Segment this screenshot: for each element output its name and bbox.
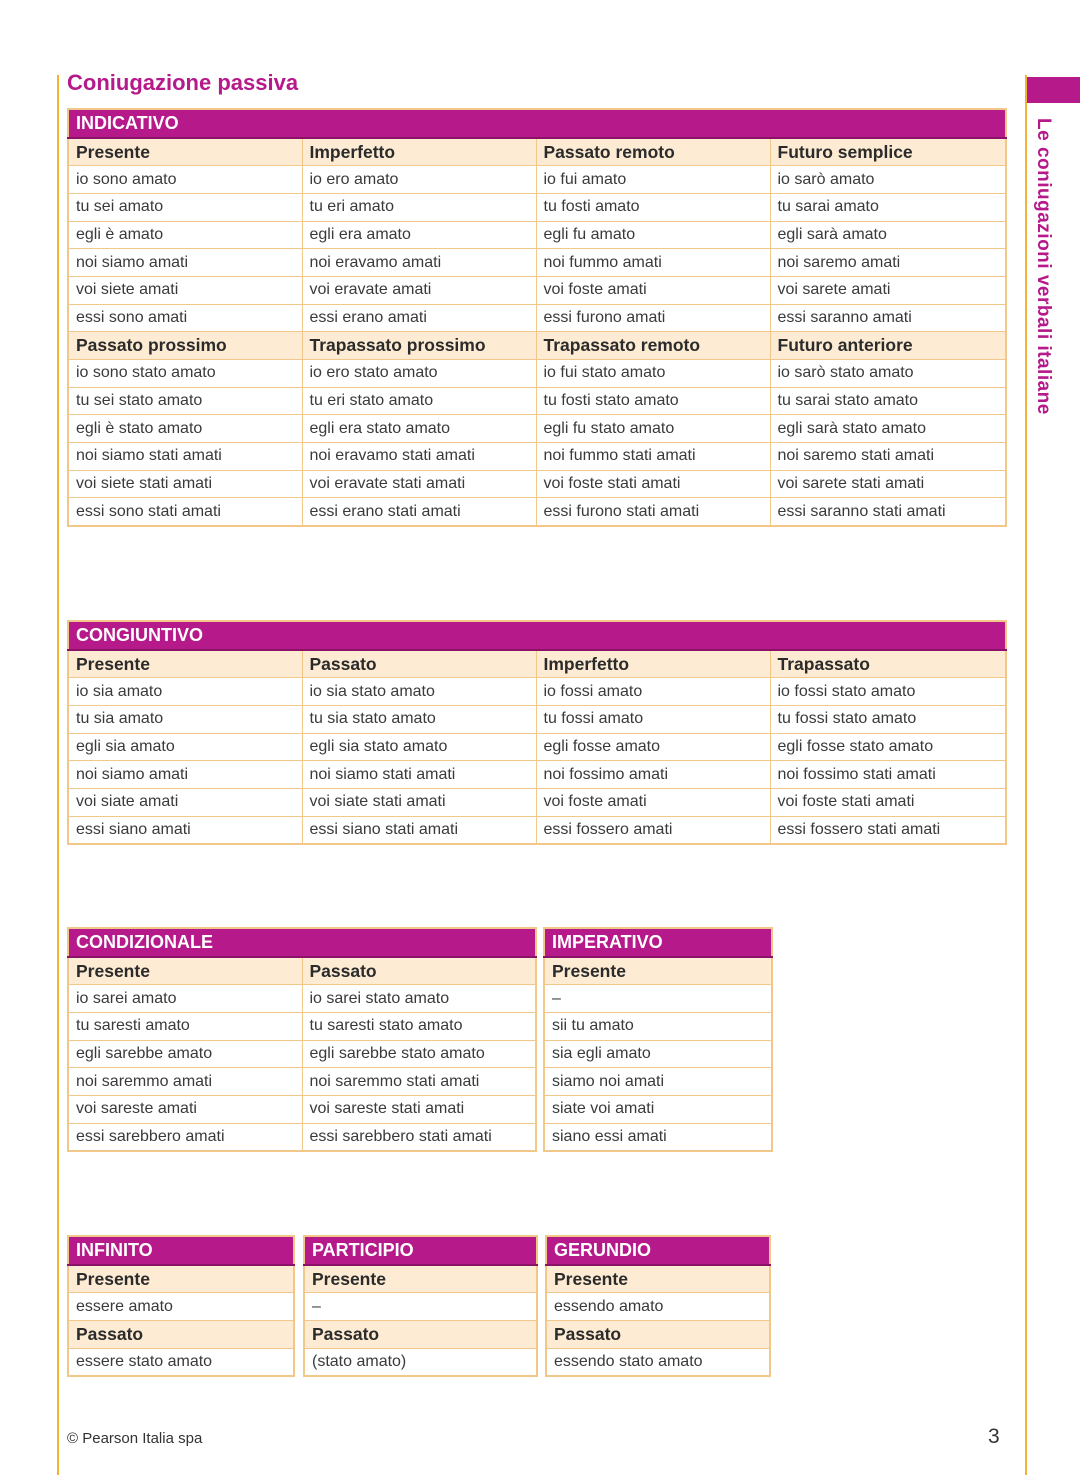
infinito-passato-label: Passato (68, 1320, 294, 1348)
conjugation-cell: siamo noi amati (544, 1068, 772, 1096)
conjugation-cell: tu eri amato (302, 193, 536, 221)
table-row (68, 470, 1006, 498)
table-row (68, 498, 1006, 526)
conjugation-cell: essi sono amati (68, 304, 302, 332)
infinito-passato-value: essere stato amato (68, 1348, 294, 1376)
conjugation-cell: tu fossi amato (536, 705, 770, 733)
table-row (68, 221, 1006, 249)
condizionale-table (67, 927, 537, 1152)
conjugation-cell: noi eravamo stati amati (302, 443, 536, 471)
conjugation-cell: voi siate amati (68, 788, 302, 816)
tense-label: Presente (68, 138, 302, 166)
table-row (68, 788, 1006, 816)
tense-label: Passato remoto (536, 138, 770, 166)
conjugation-cell: essi furono amati (536, 304, 770, 332)
gerundio-table (545, 1235, 771, 1377)
conjugation-cell: tu saresti stato amato (302, 1012, 536, 1040)
condizionale-title-row (68, 928, 536, 957)
table-row (68, 1095, 536, 1123)
gerundio-passato-label: Passato (546, 1320, 770, 1348)
conjugation-cell: voi foste amati (536, 276, 770, 304)
conjugation-cell: noi saremmo stati amati (302, 1068, 536, 1096)
conjugation-cell: essi siano stati amati (302, 816, 536, 844)
side-tab-marker (1027, 77, 1080, 103)
conjugation-cell: io fui stato amato (536, 360, 770, 388)
conjugation-cell: noi eravamo amati (302, 249, 536, 277)
table-row (544, 985, 772, 1013)
table-row (68, 166, 1006, 194)
conjugation-cell: voi eravate stati amati (302, 470, 536, 498)
conjugation-cell: voi foste amati (536, 788, 770, 816)
conjugation-cell: noi saremmo amati (68, 1068, 302, 1096)
conjugation-cell: voi siate stati amati (302, 788, 536, 816)
table-row (68, 733, 1006, 761)
tense-label: Passato (302, 650, 536, 678)
conjugation-cell: siano essi amati (544, 1123, 772, 1151)
conjugation-cell: essi furono stati amati (536, 498, 770, 526)
table-row (544, 1012, 772, 1040)
conjugation-cell: egli sia amato (68, 733, 302, 761)
table-row (68, 678, 1006, 706)
left-margin-rule (57, 75, 59, 1475)
conjugation-cell: essi sarebbero stati amati (302, 1123, 536, 1151)
conjugation-cell: voi sareste amati (68, 1095, 302, 1123)
tense-label: Futuro anteriore (770, 332, 1006, 360)
conjugation-cell: noi siamo amati (68, 761, 302, 789)
conjugation-cell: io fossi amato (536, 678, 770, 706)
indicativo-title: INDICATIVO (68, 109, 1006, 138)
conjugation-cell: tu sei stato amato (68, 387, 302, 415)
conjugation-cell: io fui amato (536, 166, 770, 194)
tense-label: Trapassato (770, 650, 1006, 678)
infinito-presente-label: Presente (68, 1265, 294, 1293)
congiuntivo-table (67, 620, 1007, 845)
conjugation-cell: noi saremo stati amati (770, 443, 1006, 471)
table-row (68, 985, 536, 1013)
imperativo-title-row (544, 928, 772, 957)
tense-label: Imperfetto (302, 138, 536, 166)
conjugation-cell: egli fu stato amato (536, 415, 770, 443)
conjugation-cell: voi sareste stati amati (302, 1095, 536, 1123)
conjugation-cell: tu sia amato (68, 705, 302, 733)
participio-passato-value: (stato amato) (304, 1348, 537, 1376)
conjugation-cell: egli sarebbe amato (68, 1040, 302, 1068)
conjugation-cell: egli era stato amato (302, 415, 536, 443)
conjugation-cell: essi sono stati amati (68, 498, 302, 526)
congiuntivo-body (68, 621, 1006, 844)
indicativo-tense-row (68, 138, 1006, 166)
conjugation-cell: io sia amato (68, 678, 302, 706)
table-row (68, 249, 1006, 277)
conjugation-cell: essi saranno stati amati (770, 498, 1006, 526)
conjugation-cell: essi sarebbero amati (68, 1123, 302, 1151)
conjugation-cell: voi foste stati amati (770, 788, 1006, 816)
conjugation-cell: essi fossero stati amati (770, 816, 1006, 844)
conjugation-cell: egli sarà amato (770, 221, 1006, 249)
conjugation-cell: noi fossimo stati amati (770, 761, 1006, 789)
table-row (68, 360, 1006, 388)
conjugation-cell: voi sarete stati amati (770, 470, 1006, 498)
table-row (68, 387, 1006, 415)
tense-label: Presente (68, 650, 302, 678)
participio-table (303, 1235, 538, 1377)
conjugation-cell: noi fummo amati (536, 249, 770, 277)
conjugation-cell: noi saremo amati (770, 249, 1006, 277)
conjugation-cell: io sarò amato (770, 166, 1006, 194)
conjugation-cell: tu sei amato (68, 193, 302, 221)
table-row (68, 276, 1006, 304)
participio-presente-value: – (304, 1293, 537, 1321)
gerundio-title: GERUNDIO (546, 1236, 770, 1265)
conjugation-cell: egli fosse amato (536, 733, 770, 761)
tense-label: Passato prossimo (68, 332, 302, 360)
table-row (68, 1012, 536, 1040)
page-title: Coniugazione passiva (67, 70, 299, 95)
congiuntivo-title-row (68, 621, 1006, 650)
table-row (68, 304, 1006, 332)
conjugation-cell: egli fosse stato amato (770, 733, 1006, 761)
table-row (68, 193, 1006, 221)
conjugation-cell: essi siano amati (68, 816, 302, 844)
infinito-presente-value: essere amato (68, 1293, 294, 1321)
conjugation-cell: essi saranno amati (770, 304, 1006, 332)
conjugation-cell: noi fossimo amati (536, 761, 770, 789)
conjugation-cell: – (544, 985, 772, 1013)
conjugation-cell: io sarei stato amato (302, 985, 536, 1013)
conjugation-cell: io sia stato amato (302, 678, 536, 706)
tense-label: Imperfetto (536, 650, 770, 678)
condizionale-tense-row (68, 957, 536, 985)
conjugation-cell: tu sarai amato (770, 193, 1006, 221)
conjugation-cell: essi fossero amati (536, 816, 770, 844)
conjugation-cell: noi siamo stati amati (302, 761, 536, 789)
tense-label: Trapassato prossimo (302, 332, 536, 360)
tense-label: Futuro semplice (770, 138, 1006, 166)
conjugation-cell: tu fossi stato amato (770, 705, 1006, 733)
imperativo-title: IMPERATIVO (544, 928, 772, 957)
congiuntivo-tense-row (68, 650, 1006, 678)
conjugation-cell: tu eri stato amato (302, 387, 536, 415)
conjugation-cell: egli sarebbe stato amato (302, 1040, 536, 1068)
conjugation-cell: tu fosti stato amato (536, 387, 770, 415)
copyright-notice: © Pearson Italia spa (67, 1430, 203, 1447)
conjugation-cell: io ero stato amato (302, 360, 536, 388)
conjugation-cell: io sarei amato (68, 985, 302, 1013)
conjugation-cell: noi fummo stati amati (536, 443, 770, 471)
conjugation-cell: io sono stato amato (68, 360, 302, 388)
conjugation-cell: essi erano stati amati (302, 498, 536, 526)
conjugation-cell: voi siete amati (68, 276, 302, 304)
condizionale-title: CONDIZIONALE (68, 928, 536, 957)
page-number: 3 (988, 1425, 1000, 1448)
indicativo-table (67, 108, 1007, 527)
participio-passato-label: Passato (304, 1320, 537, 1348)
conjugation-cell: io fossi stato amato (770, 678, 1006, 706)
conjugation-cell: egli sia stato amato (302, 733, 536, 761)
conjugation-cell: tu sarai stato amato (770, 387, 1006, 415)
table-row (68, 1123, 536, 1151)
participio-title: PARTICIPIO (304, 1236, 537, 1265)
conjugation-cell: sii tu amato (544, 1012, 772, 1040)
conjugation-cell: tu sia stato amato (302, 705, 536, 733)
condizionale-body (68, 928, 536, 1151)
table-row (544, 1068, 772, 1096)
imperativo-tense-row (544, 957, 772, 985)
table-row (544, 1123, 772, 1151)
table-row (68, 1040, 536, 1068)
table-row (68, 816, 1006, 844)
conjugation-cell: egli è amato (68, 221, 302, 249)
conjugation-cell: egli sarà stato amato (770, 415, 1006, 443)
infinito-title: INFINITO (68, 1236, 294, 1265)
table-row (544, 1095, 772, 1123)
gerundio-presente-value: essendo amato (546, 1293, 770, 1321)
conjugation-cell: tu saresti amato (68, 1012, 302, 1040)
tense-label: Presente (544, 957, 772, 985)
gerundio-presente-label: Presente (546, 1265, 770, 1293)
conjugation-cell: io ero amato (302, 166, 536, 194)
conjugation-cell: io sarò stato amato (770, 360, 1006, 388)
indicativo-tense-row (68, 332, 1006, 360)
conjugation-cell: voi eravate amati (302, 276, 536, 304)
table-row (68, 761, 1006, 789)
conjugation-cell: noi siamo stati amati (68, 443, 302, 471)
indicativo-body (68, 109, 1006, 526)
indicativo-title-row (68, 109, 1006, 138)
right-margin-rule (1025, 75, 1027, 1475)
conjugation-cell: noi siamo amati (68, 249, 302, 277)
table-row (544, 1040, 772, 1068)
table-row (68, 415, 1006, 443)
conjugation-cell: sia egli amato (544, 1040, 772, 1068)
conjugation-cell: essi erano amati (302, 304, 536, 332)
conjugation-cell: egli era amato (302, 221, 536, 249)
conjugation-cell: voi sarete amati (770, 276, 1006, 304)
imperativo-table (543, 927, 773, 1152)
conjugation-cell: voi siete stati amati (68, 470, 302, 498)
side-section-title: Le coniugazioni verbali italiane (1033, 118, 1054, 415)
conjugation-cell: egli fu amato (536, 221, 770, 249)
conjugation-cell: voi foste stati amati (536, 470, 770, 498)
table-row (68, 1068, 536, 1096)
tense-label: Trapassato remoto (536, 332, 770, 360)
table-row (68, 705, 1006, 733)
conjugation-cell: tu fosti amato (536, 193, 770, 221)
conjugation-cell: io sono amato (68, 166, 302, 194)
tense-label: Passato (302, 957, 536, 985)
participio-presente-label: Presente (304, 1265, 537, 1293)
table-row (68, 443, 1006, 471)
conjugation-cell: siate voi amati (544, 1095, 772, 1123)
imperativo-body (544, 928, 772, 1151)
congiuntivo-title: CONGIUNTIVO (68, 621, 1006, 650)
conjugation-cell: egli è stato amato (68, 415, 302, 443)
tense-label: Presente (68, 957, 302, 985)
gerundio-passato-value: essendo stato amato (546, 1348, 770, 1376)
infinito-table (67, 1235, 295, 1377)
